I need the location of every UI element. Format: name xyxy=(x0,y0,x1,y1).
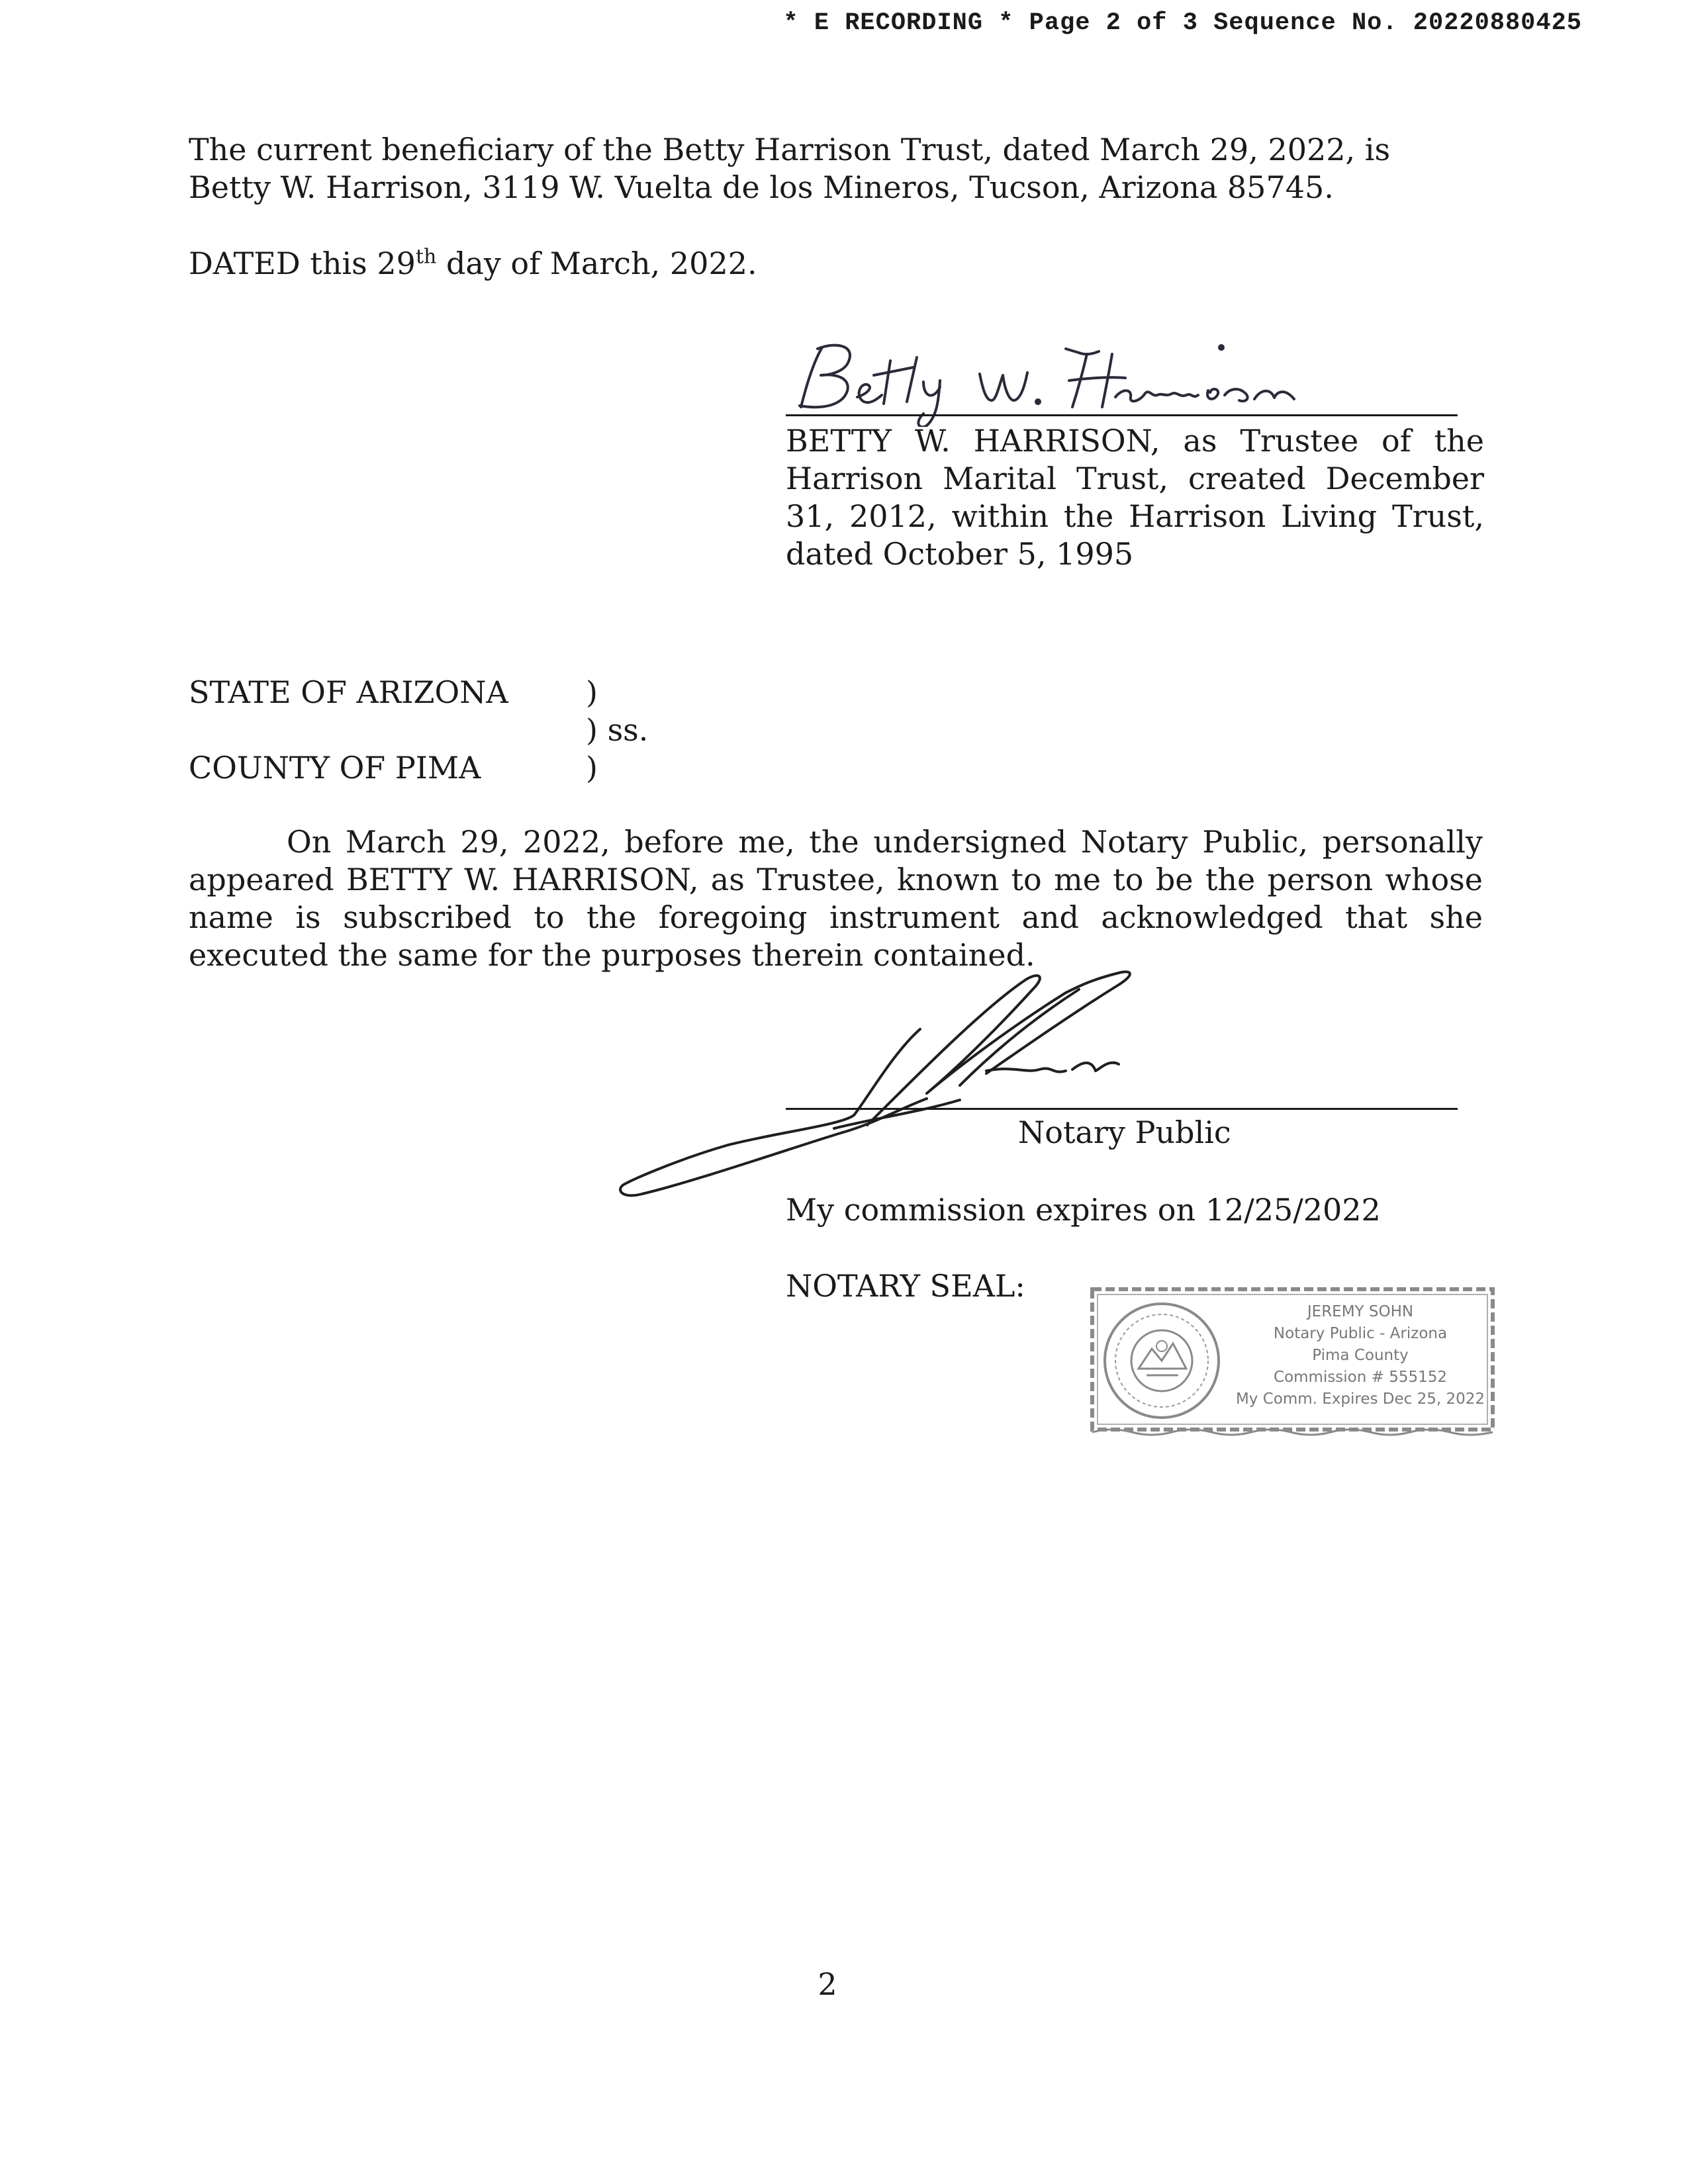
notary-signature xyxy=(616,953,1278,1205)
acknowledgment-text: On March 29, 2022, before me, the undersigned Notary Public, personally appeared BETTY W. HARRISON, as Trustee, known to me to be the person whose name is subscribed to the foregoing instrument and acknowledged that she executed the same for the purposes therein contained. xyxy=(189,824,1483,973)
stamp-county: Pima County xyxy=(1312,1347,1409,1364)
beneficiary-paragraph: The current beneficiary of the Betty Harrison Trust, dated March 29, 2022, is Betty W. Harrison, 3119 W. Vuelta de los Mineros, Tucson, Arizona 85745. xyxy=(189,132,1391,205)
recording-header: * E RECORDING * Page 2 of 3 Sequence No. 20220880425 xyxy=(783,9,1582,37)
venue-paren-3: ) xyxy=(586,750,598,786)
notary-seal-label: NOTARY SEAL: xyxy=(786,1268,1025,1304)
stamp-title: Notary Public - Arizona xyxy=(1273,1325,1448,1342)
venue-paren-1: ) xyxy=(586,674,598,710)
acknowledgment-paragraph xyxy=(189,823,1483,974)
stamp-notary-name: JEREMY SOHN xyxy=(1307,1303,1414,1320)
stamp-commission-number: Commission # 555152 xyxy=(1273,1369,1448,1386)
stamp-text-block xyxy=(1231,1301,1489,1410)
notary-signature-line xyxy=(786,1108,1458,1110)
venue-county: COUNTY OF PIMA xyxy=(189,750,481,786)
stamp-expiration: My Comm. Expires Dec 25, 2022 xyxy=(1235,1390,1485,1408)
state-seal-icon xyxy=(1105,1304,1219,1418)
notary-public-label: Notary Public xyxy=(1018,1115,1231,1150)
page-number: 2 xyxy=(818,1966,837,2002)
notary-stamp xyxy=(1086,1283,1499,1439)
dated-line xyxy=(189,245,757,283)
dated-rest: day of March, 2022. xyxy=(436,246,757,281)
venue-paren-ss: ) ss. xyxy=(586,712,649,748)
trustee-signature-line xyxy=(786,414,1458,416)
commission-expires: My commission expires on 12/25/2022 xyxy=(786,1192,1381,1228)
dated-prefix: DATED this 29 xyxy=(189,246,416,281)
venue-state: STATE OF ARIZONA xyxy=(189,674,508,710)
trustee-signer-block: BETTY W. HARRISON, as Trustee of the Harrison Marital Trust, created December 31, 2012, within the Harrison Living Trust, dated October 5, 1995 xyxy=(786,423,1484,572)
dated-ordinal-suffix: th xyxy=(415,245,437,269)
trustee-signature xyxy=(781,334,1377,427)
